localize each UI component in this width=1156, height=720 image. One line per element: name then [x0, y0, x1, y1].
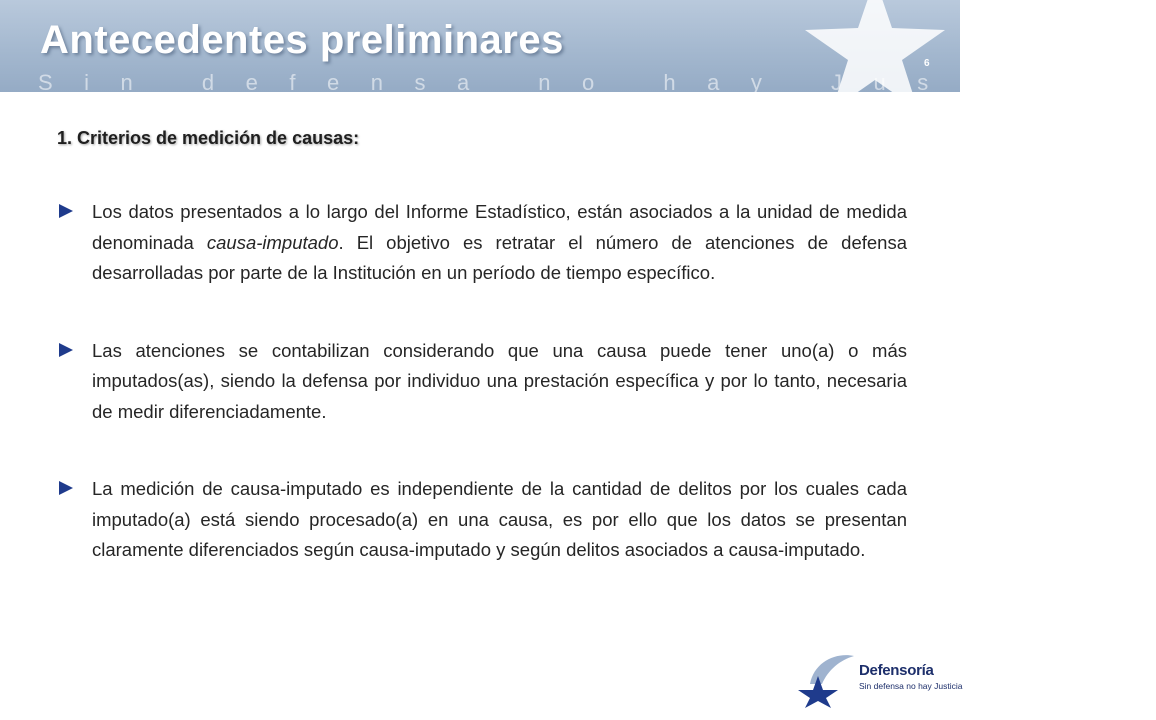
section-heading: 1. Criterios de medición de causas: — [57, 128, 360, 148]
bullet-text: Las atenciones se contabilizan considerando que una causa puede tener uno(a) o más imputados(as), siendo la defensa por individuo una prestación específica y por lo tanto, necesaria de medir diferenciadamente. — [92, 339, 907, 422]
triangle-right-icon — [57, 202, 75, 220]
bullet-list — [57, 197, 907, 566]
triangle-right-icon — [57, 341, 75, 359]
page-number: 6 — [924, 58, 930, 69]
slide-slogan: Sin defensa no hay Justicia — [38, 70, 1156, 95]
slide-header — [0, 0, 1156, 95]
bullet-item — [57, 336, 907, 428]
defensoria-logo — [796, 650, 963, 708]
bullet-text: . El objetivo es retratar el número de atenciones de defensa desarrolladas por parte de la Institución en un período de tiempo específico. — [92, 231, 907, 283]
bullet-text: La medición de causa-imputado es independiente de la cantidad de delitos por los cuales cada imputado(a) está siendo procesado(a) en una causa, es por ello que los datos se presentan claramente diferenciados según causa-imputado y según delitos asociados a causa-imputado. — [92, 478, 907, 560]
bullet-text: Los datos presentados a lo largo del Informe Estadístico, están asociados a la unidad de medida denominada — [92, 201, 907, 253]
bullet-item — [57, 197, 907, 289]
logo-tagline: Sin defensa no hay Justicia — [859, 681, 963, 691]
triangle-right-icon — [57, 479, 75, 497]
logo-name: Defensoría — [859, 662, 934, 679]
bullet-item — [57, 474, 907, 566]
bullet-emphasis: causa-imputado — [206, 231, 339, 253]
star-icon — [796, 650, 858, 708]
slide-title: Antecedentes preliminares — [40, 18, 564, 62]
